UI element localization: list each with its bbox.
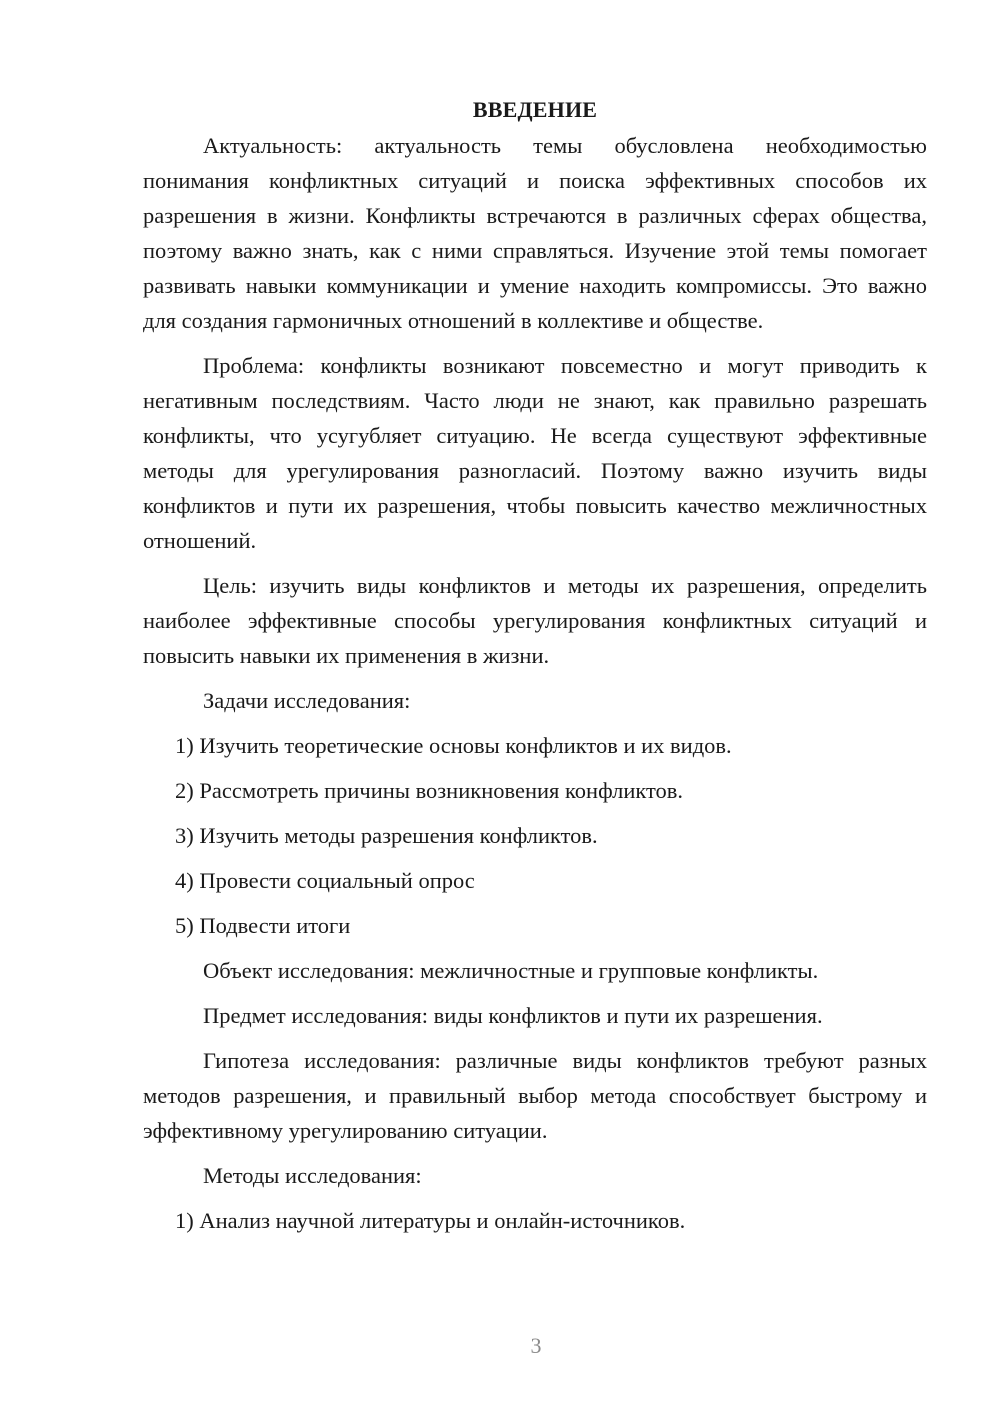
relevance-paragraph: Актуальность: актуальность темы обусловлена необходимостью понимания конфликтных ситуаций и поиска эффективных способов их разрешения в жизни. Конфликты встречаются в различных сферах общества, поэтому важно знать, как с ними справляться. Изучение этой темы помогает развивать навыки коммуникации и умение находить компромиссы. Это важно для создания гармоничных отношений в коллективе и обществе. bbox=[143, 133, 927, 333]
goal-paragraph: Цель: изучить виды конфликтов и методы их разрешения, определить наиболее эффективные способы урегулирования конфликтных ситуаций и повысить навыки их применения в жизни. bbox=[143, 573, 927, 668]
section-heading: ВВЕДЕНИЕ bbox=[472, 97, 598, 122]
tasks-title: Задачи исследования: bbox=[203, 688, 411, 713]
page-number: 3 bbox=[530, 1333, 542, 1358]
hypothesis-paragraph: Гипотеза исследования: различные виды конфликтов требуют разных методов разрешения, и правильный выбор метода способствует быстрому и эффективному урегулированию ситуации. bbox=[143, 1048, 927, 1143]
task-item-3: 3) Изучить методы разрешения конфликтов. bbox=[175, 823, 598, 848]
task-item-5: 5) Подвести итоги bbox=[175, 913, 351, 938]
object-paragraph: Объект исследования: межличностные и групповые конфликты. bbox=[203, 958, 819, 983]
method-item-1: 1) Анализ научной литературы и онлайн-источников. bbox=[175, 1208, 686, 1233]
document-page bbox=[143, 92, 927, 1238]
task-item-1: 1) Изучить теоретические основы конфликтов и их видов. bbox=[175, 733, 732, 758]
methods-title: Методы исследования: bbox=[203, 1163, 422, 1188]
task-item-4: 4) Провести социальный опрос bbox=[175, 868, 475, 893]
task-item-2: 2) Рассмотреть причины возникновения конфликтов. bbox=[175, 778, 684, 803]
problem-paragraph: Проблема: конфликты возникают повсеместно и могут приводить к негативным последствиям. Часто люди не знают, как правильно разрешать конфликты, что усугубляет ситуацию. Не всегда существуют эффективные методы для урегулирования разногласий. Поэтому важно изучить виды конфликтов и пути их разрешения, чтобы повысить качество межличностных отношений. bbox=[143, 353, 927, 553]
subject-paragraph: Предмет исследования: виды конфликтов и пути их разрешения. bbox=[203, 1003, 823, 1028]
